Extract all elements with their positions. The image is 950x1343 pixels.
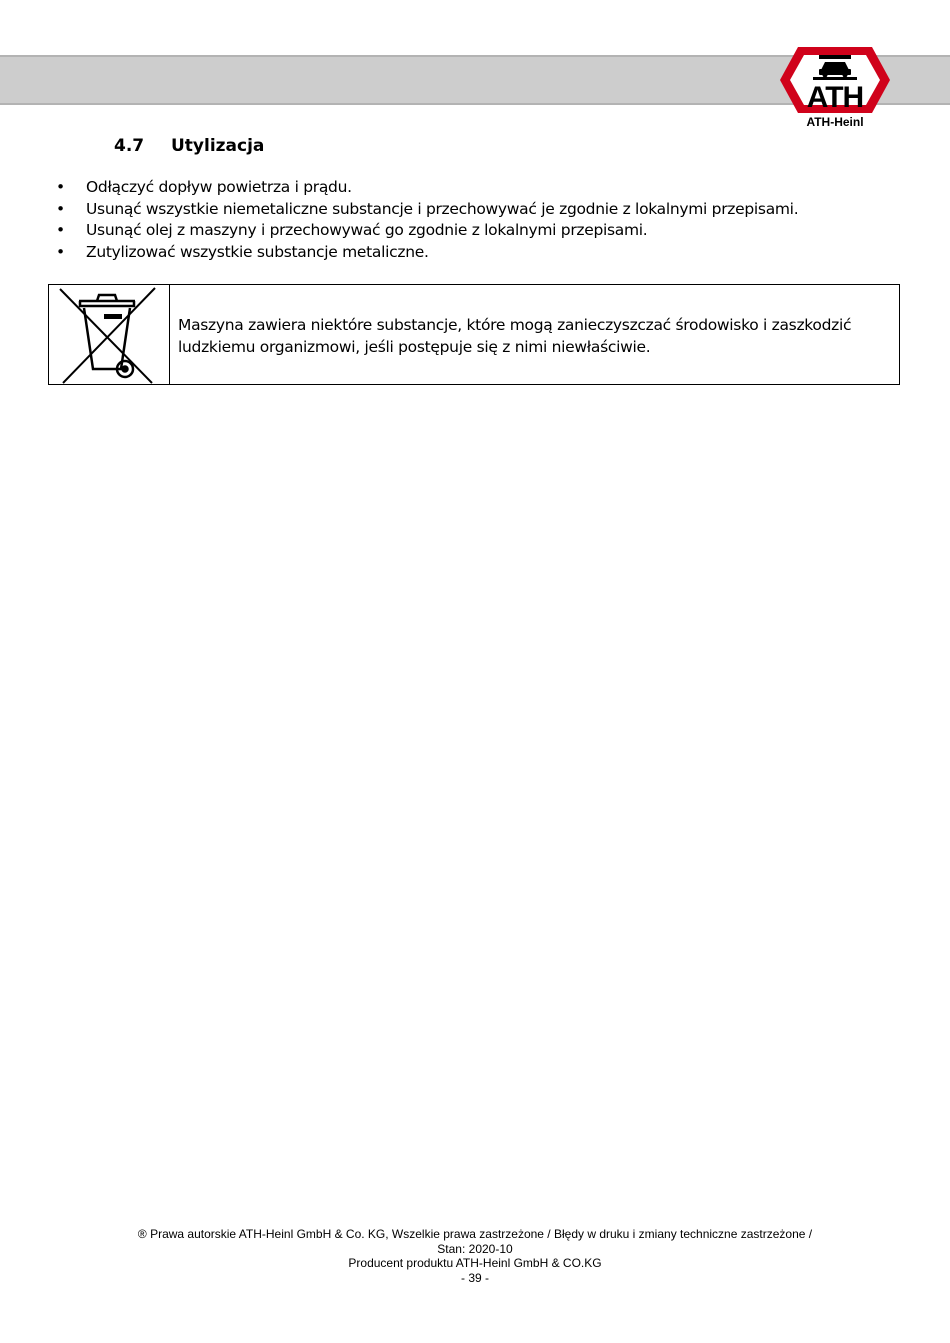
section-title: Utylizacja (171, 136, 265, 156)
page-footer (0, 1227, 950, 1285)
list-item-text: Odłączyć dopływ powietrza i prądu. (86, 178, 352, 196)
list-item-text: Usunąć wszystkie niemetaliczne substancje i przechowywać je zgodnie z lokalnymi przepisami. (86, 199, 799, 218)
list-item (56, 177, 798, 199)
list-item-text: Zutylizować wszystkie substancje metaliczne. (86, 242, 429, 261)
logo-caption: ATH-Heinl (806, 115, 864, 129)
logo-letters: ATH (806, 81, 864, 114)
bullet-marker: • (56, 242, 65, 261)
notice-text: Maszyna zawiera niektóre substancje, które mogą zanieczyszczać środowisko i zaszkodzić ludzkiemu organizmowi, jeśli postępuje się z nimi niewłaściwie. (178, 316, 852, 356)
instruction-list (56, 177, 798, 263)
list-item (56, 242, 798, 264)
footer-date: Stan: 2020-10 (437, 1241, 513, 1256)
list-item (56, 220, 798, 242)
bullet-marker: • (56, 178, 65, 196)
bullet-marker: • (56, 221, 65, 239)
crossed-out-wheelie-bin-icon (49, 285, 169, 384)
bullet-marker: • (56, 199, 65, 218)
footer-copyright: ® Prawa autorskie ATH-Heinl GmbH & Co. KG, Wszelkie prawa zastrzeżone / Błędy w druku i zmiany techniczne zastrzeżone / (137, 1227, 813, 1241)
environment-notice-box (48, 284, 900, 385)
notice-icon-cell (49, 285, 170, 384)
ath-heinl-logo (776, 44, 894, 116)
list-item-text: Usunąć olej z maszyny i przechowywać go zgodnie z lokalnymi przepisami. (86, 221, 648, 239)
page-number: - 39 - (460, 1270, 489, 1285)
footer-manufacturer: Producent produktu ATH-Heinl GmbH & CO.KG (348, 1256, 602, 1270)
section-heading (114, 134, 264, 158)
section-number: 4.7 (114, 136, 145, 156)
list-item (56, 199, 798, 221)
